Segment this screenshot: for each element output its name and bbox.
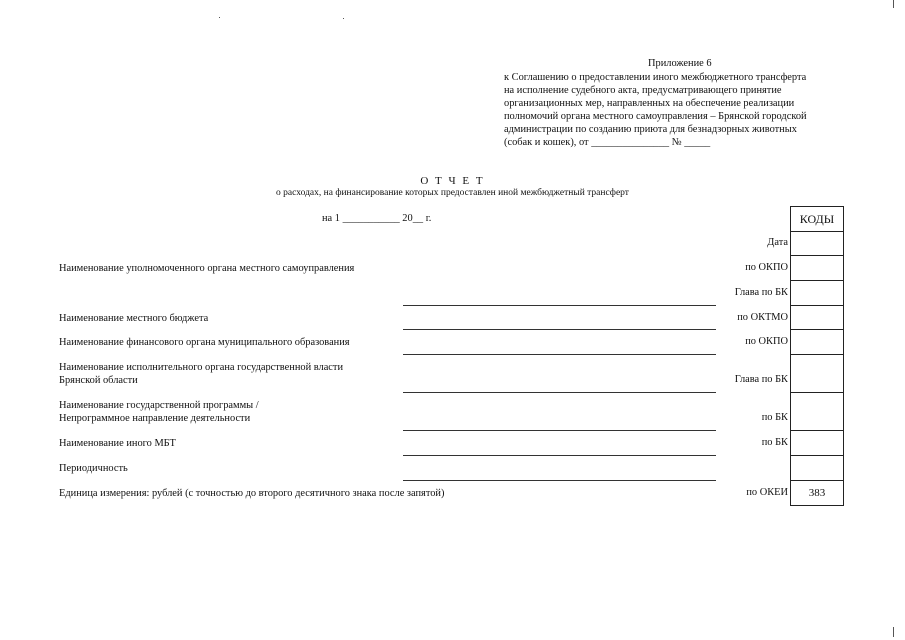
annex-line-4: полномочий органа местного самоуправления – Брянской городской: [504, 111, 807, 122]
code-cell-program-bk[interactable]: [791, 393, 844, 431]
program-name-field[interactable]: [403, 430, 716, 431]
mbt-name-field[interactable]: [403, 455, 716, 456]
code-cell-glava-bk[interactable]: [791, 281, 844, 306]
budget-name-field[interactable]: [403, 329, 716, 330]
scan-speck: [219, 17, 220, 18]
report-title: О Т Ч Е Т: [420, 175, 485, 187]
report-subtitle: о расходах, на финансирование которых предоставлен иной межбюджетный трансферт: [276, 188, 629, 198]
scan-edge-mark: [893, 627, 894, 637]
fin-name-label: Наименование финансового органа муниципального образования: [59, 337, 350, 348]
scan-edge-mark: [893, 0, 894, 8]
annex-line-1: к Соглашению о предоставлении иного межбюджетного трансферта: [504, 72, 807, 83]
exec-name-field[interactable]: [403, 392, 716, 393]
scan-speck: [343, 18, 344, 19]
annex-line-2: на исполнение судебного акта, предусматривающего принятие: [504, 85, 782, 96]
annex-line-6: (собак и кошек), от _______________ № _____: [504, 137, 711, 148]
code-cell-oktmo[interactable]: [791, 306, 844, 330]
report-date-line: на 1 ___________ 20__ г.: [322, 213, 432, 224]
program-name-label-2: Непрограммное направление деятельности: [59, 413, 251, 424]
fin-okpo-label: по ОКПО: [745, 336, 788, 347]
periodicity-label: Периодичность: [59, 463, 128, 474]
glava-bk-label: Глава по БК: [734, 287, 788, 298]
periodicity-field[interactable]: [403, 480, 716, 481]
budget-name-label: Наименование местного бюджета: [59, 313, 209, 324]
codes-table: [790, 206, 844, 506]
code-cell-fin-okpo[interactable]: [791, 330, 844, 355]
program-bk-label: по БК: [761, 412, 788, 423]
codes-header: КОДЫ: [791, 207, 844, 232]
code-cell-date[interactable]: [791, 232, 844, 256]
exec-name-label-2: Брянской области: [59, 375, 138, 386]
exec-glava-bk-label: Глава по БК: [734, 374, 788, 385]
org-name-label: Наименование уполномоченного органа местного самоуправления: [59, 263, 355, 274]
unit-label: Единица измерения: рублей (с точностью до второго десятичного знака после запятой): [59, 488, 445, 499]
org-okpo-label: по ОКПО: [745, 262, 788, 273]
org-name-field[interactable]: [403, 305, 716, 306]
code-cell-mbt-bk[interactable]: [791, 431, 844, 456]
code-cell-exec-glava-bk[interactable]: [791, 355, 844, 393]
mbt-name-label: Наименование иного МБТ: [59, 438, 176, 449]
date-code-label: Дата: [767, 237, 788, 248]
code-cell-org-okpo[interactable]: [791, 256, 844, 281]
okei-label: по ОКЕИ: [746, 487, 788, 498]
code-cell-periodicity[interactable]: [791, 456, 844, 481]
exec-name-label-1: Наименование исполнительного органа государственной власти: [59, 362, 344, 373]
annex-title: Приложение 6: [648, 58, 712, 69]
program-name-label-1: Наименование государственной программы /: [59, 400, 259, 411]
fin-name-field[interactable]: [403, 354, 716, 355]
code-cell-okei: 383: [791, 481, 844, 506]
oktmo-label: по ОКТМО: [737, 312, 788, 323]
mbt-bk-label: по БК: [761, 437, 788, 448]
annex-line-3: организационных мер, направленных на обеспечение реализации: [504, 98, 795, 109]
annex-line-5: администрации по созданию приюта для безнадзорных животных: [504, 124, 797, 135]
